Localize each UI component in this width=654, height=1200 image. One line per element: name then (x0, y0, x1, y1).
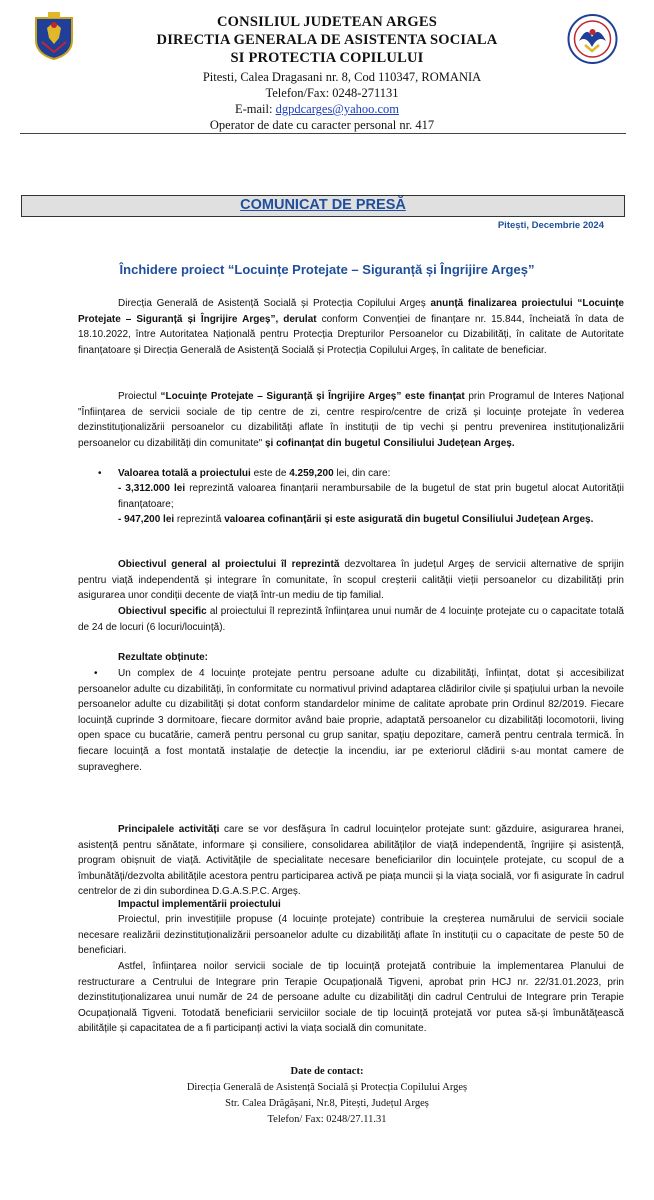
dash-cofinancing: - 947,200 lei reprezintă valoarea cofinanțării și este asigurată din bugetul Consiliului Județean Argeș. (118, 514, 594, 525)
header-email (0, 102, 644, 117)
paragraph-impact: Proiectul, prin investițiile propuse (4 locuințe protejate) contribuie la creșterea numărului de servicii sociale necesare realizării dezinstituționalizării persoanelor adulte cu dizabilități aflate în instituții cu o capacitate de peste 50 de beneficiari. (78, 914, 624, 957)
email-link[interactable]: dgpdcarges@yahoo.com (275, 102, 400, 116)
paragraph-results: • Un complex de 4 locuințe protejate pentru persoane adulte cu dizabilități, înființat, dotat și accesibilizat persoanelor adulte cu dizabilități, în conformitate cu normativul privind adaptarea clădirilor civile și spațiului urban la nevoile persoanelor adulte cu dizabilități și dotat conform standardelor minime de calitate aprobate prin Ordinul 82/2019. Fiecare locuință cuprinde 3 dormitoare, fiecare dormitor având baie proprie, adaptată persoanelor cu dizabilități locomotorii, living open space cu bucatărie, cameră pentru personal cu grup sanitar, spațiu depozitare, cameră pentru centrala termică. În fiecare locuință a fost montată instalație de detecție la incendiu, iar pe exteriorul clădirii s-au montat camere de supraveghere. (78, 668, 624, 773)
contact-address: Str. Calea Drăgășani, Nr.8, Pitești, Județul Argeș (225, 1098, 429, 1109)
header-directorate-name: DIRECTIA GENERALA DE ASISTENTA SOCIALA (156, 32, 498, 48)
press-release-banner (21, 195, 625, 217)
contact-phone: Telefon/ Fax: 0248/27.11.31 (267, 1114, 387, 1125)
bullet-icon: • (94, 668, 98, 679)
impact-heading: Impactul implementării proiectului (118, 899, 281, 910)
paragraph-announcement: Direcția Generală de Asistență Socială și Protecția Copilului Argeș anunță finalizarea proiectului “Locuințe Protejate – Siguranță și Îngrijire Argeș”, derulat conform Convenției de finanțare nr. 15.844, încheiată în data de 18.10.2022, între Autoritatea Națională pentru Protecția Drepturilor Persoanelor cu Dizabilități, în calitate de Autoritate finanțatoare și Direcția Generală de Asistență Socială și Protecția Copilului Argeș, în calitate de beneficiar. (78, 298, 625, 356)
email-label: E-mail: (234, 102, 276, 116)
paragraph-general-objective: Obiectivul general al proiectului îl reprezintă dezvoltarea în județul Argeș de servicii alternative de sprijin pentru viață independentă și integrare în comunitate, în scopul creșterii calității vieții persoanelor cu dizabilități prin asigurarea unor condiții decente de viață într-un mediu de tip familial. (78, 559, 624, 602)
paragraph-activities: Principalele activități care se vor desfășura în cadrul locuințelor protejate sunt: găzduire, asigurarea hranei, asistență pentru sănătate, informare și consiliere, consolidarea abilităților de viață independentă, îngrijire și asistență, program obișnuit de viață. Activitățile de specialitate necesare beneficiarilor din locuințele protejate, cu scopul de a îmbunătăți/dezvolta abilitățile acestora pentru participarea activă pe piața muncii și la viața socială, vor fi asigurate în cadrul centrelor de zi din subordinea D.G.A.S.P.C. Argeș. (78, 824, 624, 898)
dash-state-funding: - 3,312.000 lei reprezintă valoarea finanțarii nerambursabile de la bugetul de stat prin bugetul alocat Autorității finanțatoare; (118, 483, 624, 510)
contact-heading: Date de contact: (290, 1066, 364, 1077)
bullet-icon: • (98, 468, 102, 479)
place-date: Pitești, Decembrie 2024 (497, 220, 604, 231)
header-phone (5, 86, 654, 101)
header-directorate-name-2: SI PROTECTIA COPILULUI (230, 50, 424, 66)
contact-institution: Direcția Generală de Asistență Socială și Protecția Copilului Argeș (186, 1082, 468, 1093)
bullet-total-value: • Valoarea totală a proiectului este de 4.259,200 lei, din care: (98, 466, 624, 482)
phone-value: : 0248-271131 (325, 86, 399, 100)
letterhead (0, 0, 654, 140)
paragraph-specific-objective: Obiectivul specific al proiectului îl reprezintă înființarea unui număr de 4 locuințe protejate cu o capacitate totală de 24 de locuri (6 locuri/locuință). (78, 606, 624, 633)
project-heading: Închidere proiect “Locuințe Protejate – Siguranță și Îngrijire Argeș” (119, 262, 535, 277)
header-council-name: CONSILIUL JUDETEAN ARGES (217, 14, 437, 30)
paragraph-restructuring: Astfel, înființarea noilor servicii sociale de tip locuință protejată contribuie la implementarea Planului de restructurare a Centrului de Integrare prin Terapie Ocupațională Tigveni, aprobat prin HCJ nr. 22/31.01.2023, prin dezinstituționalizarea unui număr de 24 de persoane adulte cu dizabilități din cadrul Centrului de Integrare prin Terapie Ocupațională Tigveni. Totodată beneficiarii serviciilor sociale de tip locuință protejată vor putea să-și îmbunătățească abilitățile și capacitatea de a fi participanți activi la viața socială din comunitate. (78, 961, 624, 1035)
header-operator: Operator de date cu caracter personal nr. 417 (209, 118, 435, 132)
results-heading: Rezultate obținute: (118, 652, 208, 663)
paragraph-funding: Proiectul “Locuințe Protejate – Siguranță și Îngrijire Argeș” este finanțat prin Programul de Interes Național "Înființarea de servicii sociale de tip centre de zi, centre respiro/centre de criză și locuințe protejate în vederea dezinstituționalizării persoanelor cu dizabilități aflate în instituții de tip vechi și pentru prevenirea instituționalizării persoanelor cu dizabilități din comunitate" și cofinanțat din bugetul Consiliului Județean Argeș. (78, 391, 625, 449)
header-divider (20, 133, 626, 134)
press-release-title: COMUNICAT DE PRESĂ (240, 197, 406, 213)
phone-label: Telefon/Fax (265, 86, 326, 100)
header-address: Pitesti, Calea Dragasani nr. 8, Cod 110347, ROMANIA (202, 70, 482, 84)
